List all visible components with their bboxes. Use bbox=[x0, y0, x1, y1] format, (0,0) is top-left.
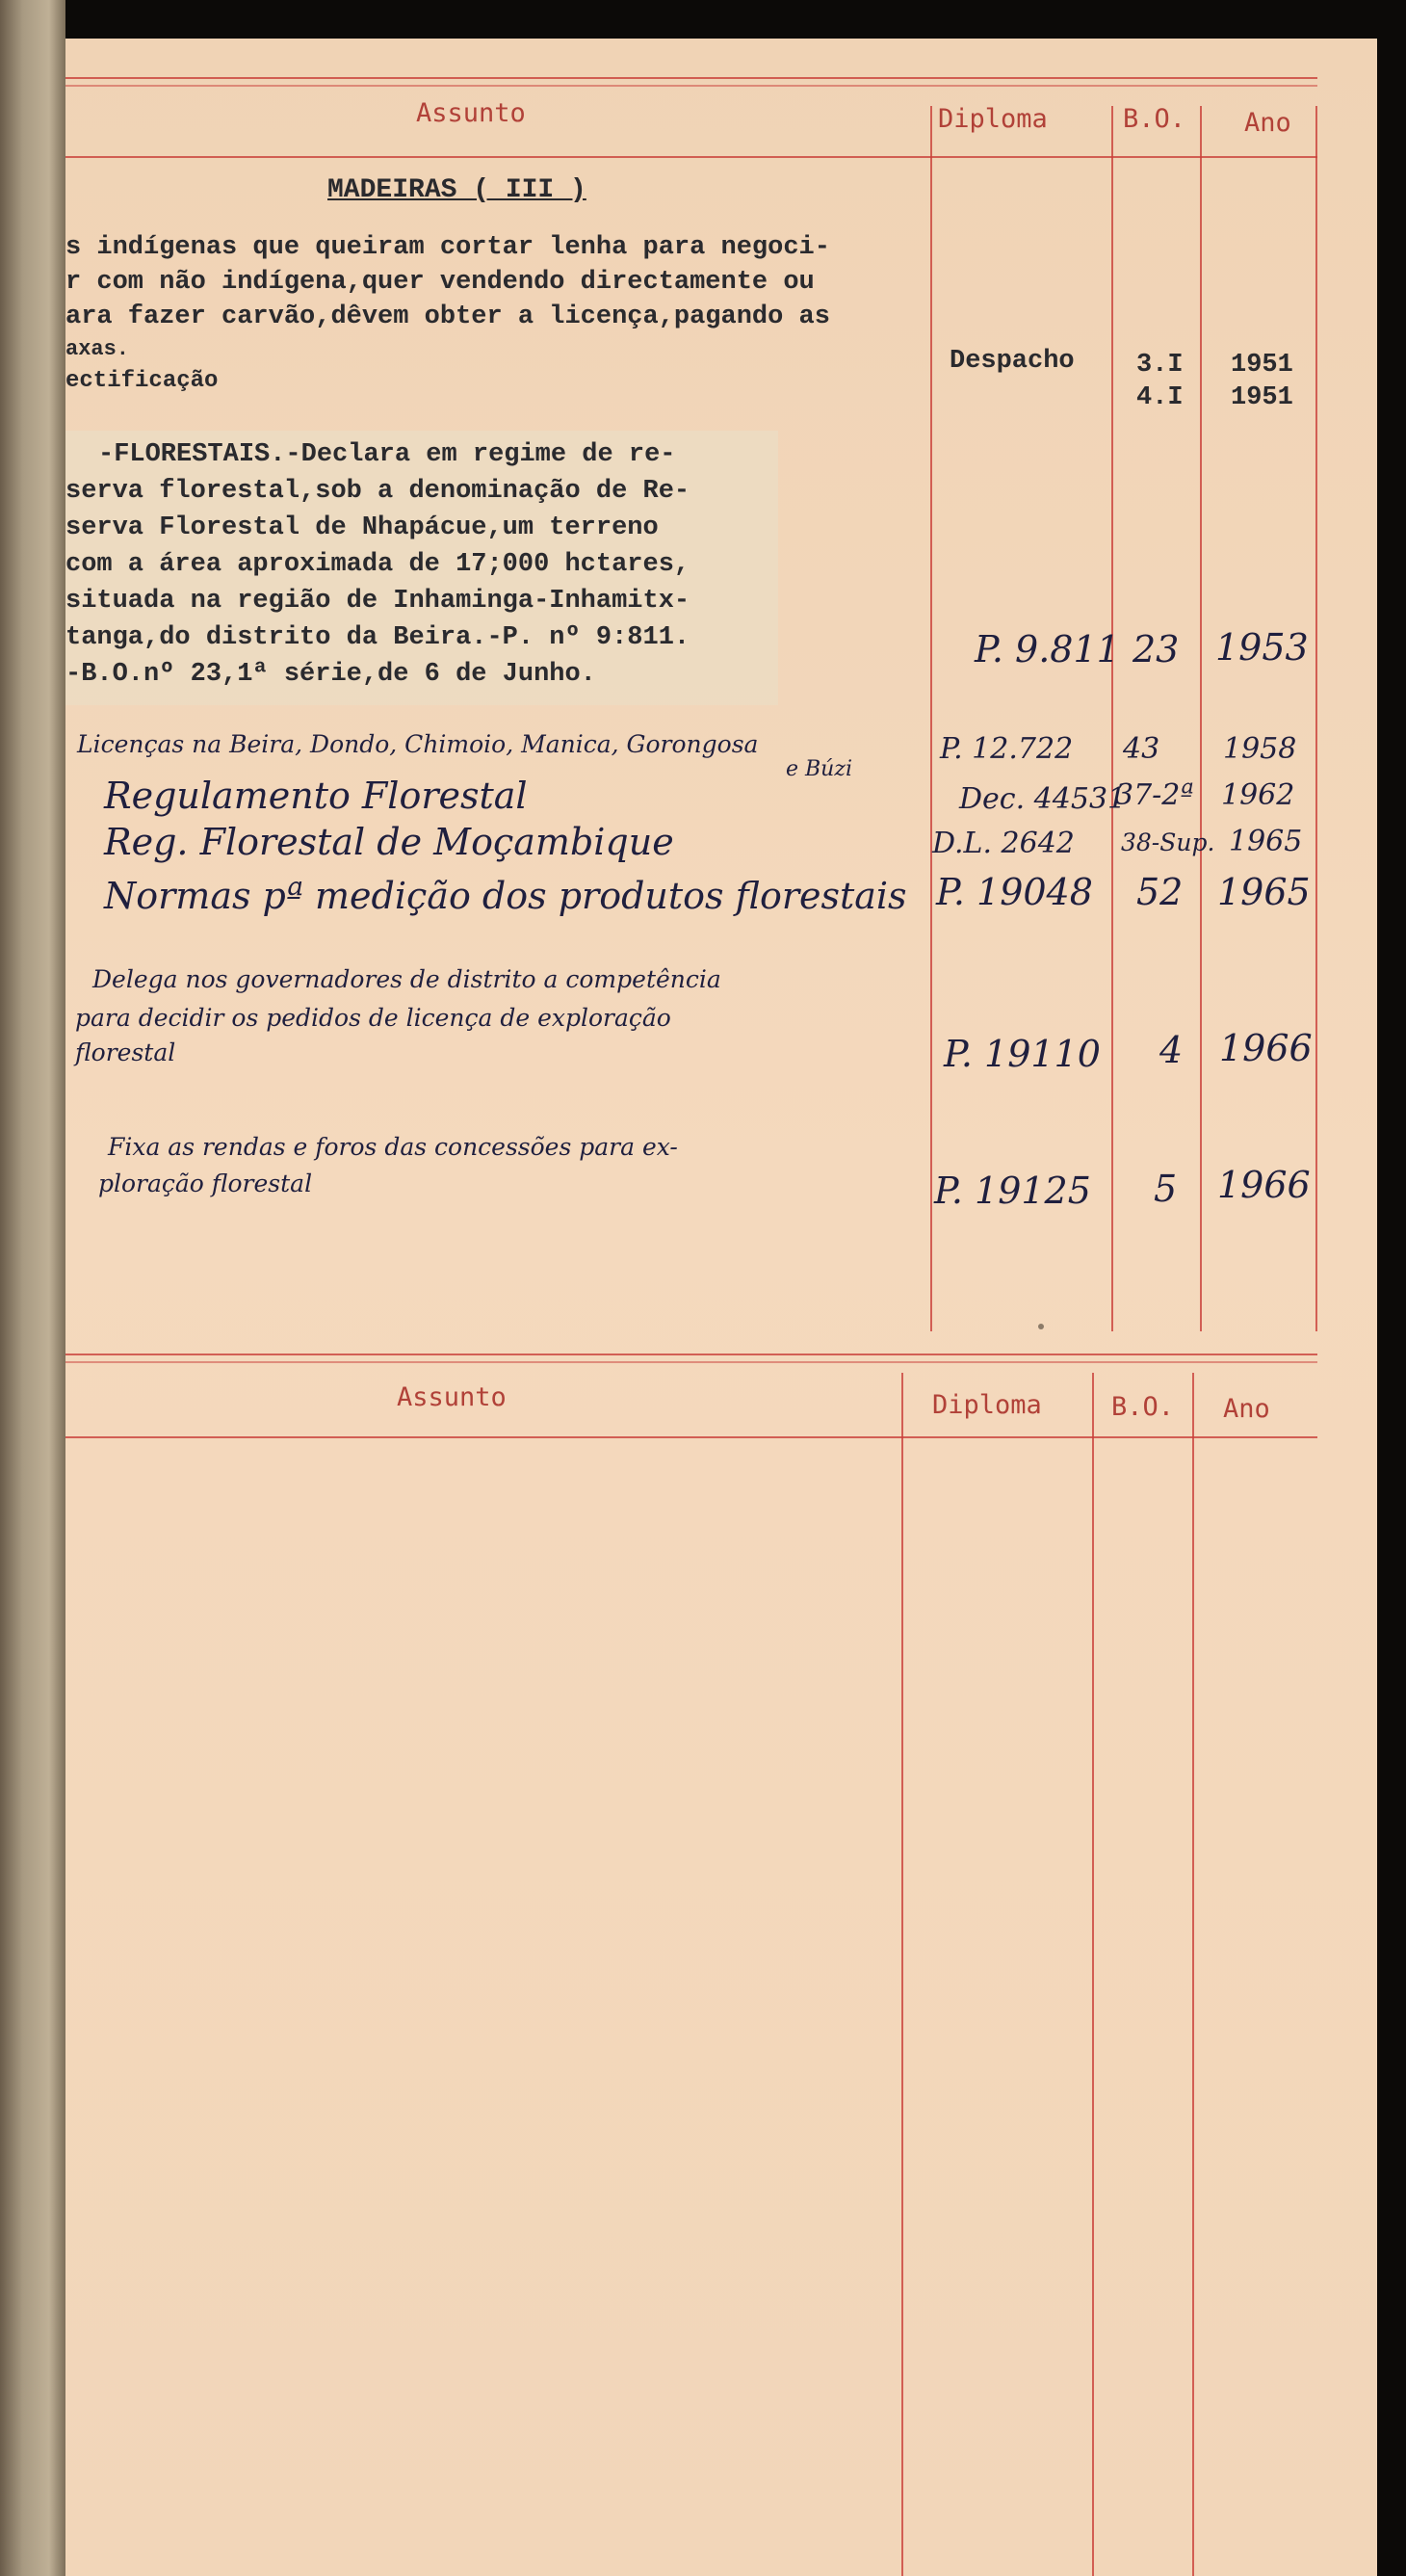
despacho-year-1: 1951 bbox=[1231, 351, 1293, 380]
column-divider-year bbox=[1200, 106, 1202, 1331]
entry-6-bo: 4 bbox=[1159, 1029, 1184, 1071]
typed-line-2: r com não indígena,quer vendendo directamente ou bbox=[65, 268, 815, 297]
entry-1-bo: 23 bbox=[1133, 628, 1180, 670]
bottom-header-rule bbox=[65, 1436, 1317, 1438]
clipping-line-6: tanga,do distrito da Beira.-P. nº 9:811. bbox=[65, 623, 690, 652]
entry-4-diploma: D.L. 2642 bbox=[932, 827, 1075, 860]
clipping-line-5: situada na região de Inhaminga-Inhamitx- bbox=[65, 587, 690, 616]
entry-6-subject-line-3: florestal bbox=[75, 1038, 176, 1066]
entry-5-diploma: P. 19048 bbox=[936, 871, 1093, 913]
entry-7-subject-line-2: ploração florestal bbox=[98, 1170, 313, 1197]
entry-4-year: 1965 bbox=[1229, 825, 1303, 858]
clipping-line-1: -FLORESTAIS.-Declara em regime de re- bbox=[98, 440, 676, 469]
index-card-sheet bbox=[65, 39, 1377, 2576]
typed-line-4: axas. bbox=[65, 337, 130, 361]
top-index-card bbox=[65, 50, 1317, 1331]
entry-3-diploma: Dec. 44531 bbox=[959, 782, 1127, 816]
entry-7-subject-line-1: Fixa as rendas e foros das concessões para ex- bbox=[108, 1133, 678, 1161]
header-diploma: Diploma bbox=[938, 104, 1048, 134]
clipping-line-4: com a área aproximada de 17;000 hctares, bbox=[65, 550, 690, 579]
top-rule bbox=[65, 77, 1317, 79]
header-rule bbox=[65, 156, 1317, 158]
despacho-bo-1: 3.I bbox=[1136, 351, 1184, 380]
entry-5-year: 1965 bbox=[1217, 871, 1311, 913]
entry-7-year: 1966 bbox=[1217, 1164, 1311, 1206]
bottom-top-rule bbox=[65, 1354, 1317, 1355]
typed-line-1: s indígenas que queiram cortar lenha para negoci- bbox=[65, 233, 830, 262]
paper-speck bbox=[1038, 1324, 1044, 1329]
bottom-column-divider-bo bbox=[1092, 1373, 1094, 2576]
entry-5-subject: Normas pª medição dos produtos florestais bbox=[104, 875, 907, 917]
entry-2-diploma: P. 12.722 bbox=[940, 732, 1074, 766]
column-divider-right bbox=[1315, 106, 1317, 1331]
entry-6-subject-line-1: Delega nos governadores de distrito a competência bbox=[92, 965, 721, 993]
column-divider-bo bbox=[1111, 106, 1113, 1331]
entry-2-year: 1958 bbox=[1223, 732, 1297, 766]
column-divider-diploma bbox=[930, 106, 932, 1331]
entry-2-subject-extra: e Búzi bbox=[786, 757, 852, 781]
entry-1-diploma: P. 9.811 bbox=[975, 628, 1120, 670]
typed-line-5: ectificação bbox=[65, 368, 219, 394]
bottom-index-card bbox=[65, 1334, 1317, 2576]
top-rule-2 bbox=[65, 85, 1317, 87]
header-subject: Assunto bbox=[416, 98, 526, 128]
header-year: Ano bbox=[1244, 108, 1291, 138]
entry-5-bo: 52 bbox=[1136, 871, 1184, 913]
clipping-line-3: serva Florestal de Nhapácue,um terreno bbox=[65, 513, 659, 542]
entry-4-bo: 38-Sup. bbox=[1121, 828, 1215, 856]
entry-3-bo: 37-2ª bbox=[1115, 778, 1194, 812]
card-title: MADEIRAS ( III ) bbox=[327, 175, 586, 205]
clipping-line-7: -B.O.nº 23,1ª série,de 6 de Junho. bbox=[65, 660, 596, 689]
typed-line-3: ara fazer carvão,dêvem obter a licença,pagando as bbox=[65, 302, 830, 331]
bottom-header-bo: B.O. bbox=[1111, 1392, 1175, 1422]
bottom-column-divider-year bbox=[1192, 1373, 1194, 2576]
clipping-line-2: serva florestal,sob a denominação de Re- bbox=[65, 477, 690, 506]
entry-7-diploma: P. 19125 bbox=[934, 1170, 1091, 1212]
entry-7-bo: 5 bbox=[1154, 1168, 1178, 1210]
entry-6-subject-line-2: para decidir os pedidos de licença de exploração bbox=[75, 1004, 671, 1032]
despacho-bo-2: 4.I bbox=[1136, 383, 1184, 412]
header-bo: B.O. bbox=[1123, 104, 1186, 134]
previous-page-edge bbox=[0, 0, 65, 2576]
entry-1-year: 1953 bbox=[1215, 626, 1309, 669]
entry-3-year: 1962 bbox=[1221, 778, 1295, 812]
bottom-header-year: Ano bbox=[1223, 1394, 1270, 1424]
despacho-year-2: 1951 bbox=[1231, 383, 1293, 412]
bottom-column-divider-diploma bbox=[901, 1373, 903, 2576]
entry-2-subject: Licenças na Beira, Dondo, Chimoio, Manica, Gorongosa bbox=[77, 730, 759, 758]
entry-6-diploma: P. 19110 bbox=[944, 1033, 1101, 1075]
bottom-header-diploma: Diploma bbox=[932, 1390, 1042, 1420]
entry-4-subject: Reg. Florestal de Moçambique bbox=[104, 821, 674, 863]
entry-3-subject: Regulamento Florestal bbox=[104, 775, 528, 817]
entry-6-year: 1966 bbox=[1219, 1027, 1313, 1069]
despacho-diploma: Despacho bbox=[950, 347, 1075, 376]
bottom-top-rule-2 bbox=[65, 1361, 1317, 1363]
bottom-header-subject: Assunto bbox=[397, 1382, 507, 1412]
entry-2-bo: 43 bbox=[1123, 732, 1160, 766]
